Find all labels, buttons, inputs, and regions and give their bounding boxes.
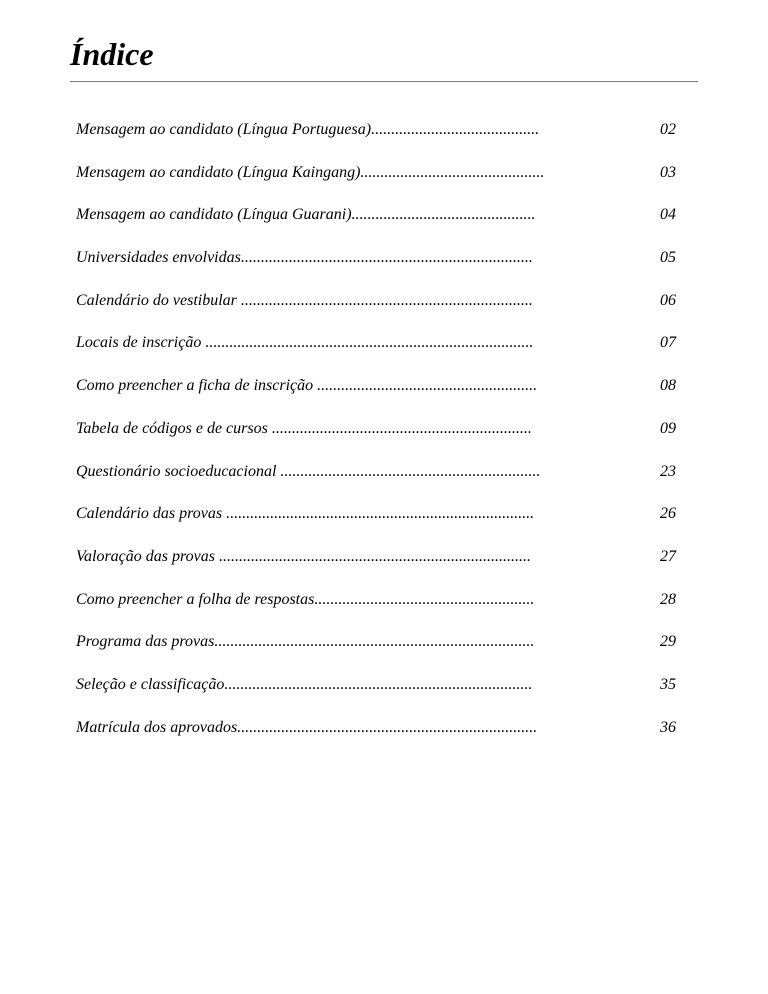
toc-entry-page: 05 xyxy=(660,249,676,267)
toc-entry-page: 02 xyxy=(660,121,676,138)
title-divider xyxy=(70,81,698,82)
toc-entry[interactable] xyxy=(76,547,676,590)
toc-entry-page: 03 xyxy=(660,163,676,181)
toc-entry[interactable] xyxy=(76,419,676,462)
toc-entry-page: 07 xyxy=(660,334,676,352)
toc-entry-page: 35 xyxy=(660,675,676,693)
toc-entry[interactable] xyxy=(76,718,676,761)
toc-entry-page: 04 xyxy=(660,206,676,224)
toc-entry[interactable] xyxy=(76,376,676,419)
toc-entry-title: Mensagem ao candidato (Língua Kaingang).............................................. xyxy=(76,163,545,181)
toc-entry-page: 27 xyxy=(660,547,676,565)
toc-entry-title: Mensagem ao candidato (Língua Portuguesa).......................................... xyxy=(76,121,540,138)
toc-entry-title: Questionário socioeducacional ................................................................. xyxy=(76,462,541,480)
toc-entry[interactable] xyxy=(76,590,676,633)
toc-entry-title: Como preencher a ficha de inscrição ....................................................... xyxy=(76,377,538,395)
toc-entry-title: Universidades envolvidas......................................................................... xyxy=(76,249,533,267)
toc-entry-title: Calendário das provas ............................................................................. xyxy=(76,505,535,523)
table-of-contents xyxy=(76,120,676,760)
toc-entry-title: Calendário do vestibular ......................................................................... xyxy=(76,291,533,309)
toc-entry-title: Tabela de códigos e de cursos ................................................................. xyxy=(76,419,532,437)
toc-entry-page: 29 xyxy=(660,633,676,651)
toc-entry-page: 23 xyxy=(660,462,676,480)
toc-entry-title: Valoração das provas .............................................................................. xyxy=(76,547,531,565)
toc-entry-page: 08 xyxy=(660,377,676,395)
page-title: Índice xyxy=(70,36,154,72)
toc-entry-page: 06 xyxy=(660,291,676,309)
toc-entry[interactable] xyxy=(76,462,676,505)
toc-entry-title: Locais de inscrição .................................................................................. xyxy=(76,334,534,352)
toc-entry-title: Seleção e classificação............................................................................. xyxy=(76,675,533,693)
toc-entry[interactable] xyxy=(76,632,676,675)
toc-entry[interactable] xyxy=(76,675,676,718)
toc-entry[interactable] xyxy=(76,248,676,291)
toc-entry-title: Mensagem ao candidato (Língua Guarani).............................................. xyxy=(76,206,536,224)
toc-entry-title: Como preencher a folha de respostas....................................................... xyxy=(76,590,535,608)
toc-entry[interactable] xyxy=(76,205,676,248)
toc-entry[interactable] xyxy=(76,504,676,547)
toc-entry[interactable] xyxy=(76,163,676,206)
toc-entry-page: 09 xyxy=(660,419,676,437)
toc-entry-page: 26 xyxy=(660,505,676,523)
toc-entry[interactable] xyxy=(76,333,676,376)
toc-entry-title: Matrícula dos aprovados........................................................................... xyxy=(76,718,538,736)
toc-entry-title: Programa das provas................................................................................ xyxy=(76,633,535,651)
toc-entry-page: 36 xyxy=(660,718,676,736)
toc-entry-page: 28 xyxy=(660,590,676,608)
toc-entry[interactable] xyxy=(76,120,676,163)
toc-entry[interactable] xyxy=(76,291,676,334)
